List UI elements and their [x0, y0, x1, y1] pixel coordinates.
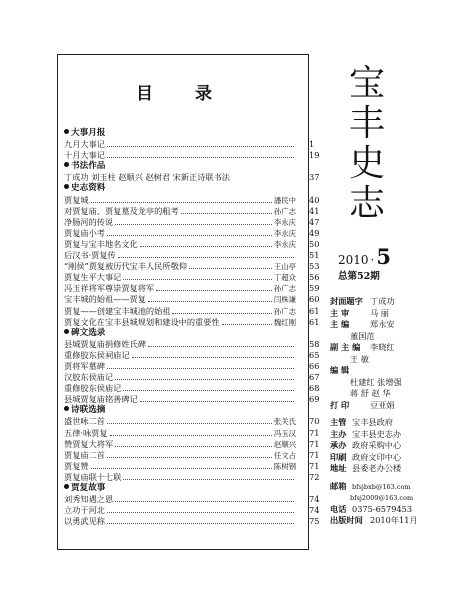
entry-title: 冯玉祥将军尊崇贾复将军: [64, 283, 155, 294]
toc-entry: [64, 338, 320, 350]
entry-page-number: 74: [309, 494, 320, 505]
leader-dots: [148, 339, 294, 347]
credit-label: 出版时间: [330, 515, 363, 525]
entry-page-number: 71: [309, 438, 320, 449]
credits-block: [330, 296, 442, 527]
issue-year: 2010: [338, 253, 369, 267]
entry-page-number: 65: [309, 349, 320, 360]
credit-value: 宝丰县史志办: [352, 428, 402, 439]
toc-entry: [64, 372, 320, 383]
section-label: 诗联选摘: [71, 405, 106, 416]
entry-title: 贾复——创建宝丰城池的始祖: [64, 305, 171, 316]
entry-author: 魏红刚: [273, 317, 296, 327]
entry-title: 立功于河北: [64, 505, 105, 516]
entry-title: 对贾复庙、贾复墓及龙亭的粗考: [64, 205, 179, 216]
credit-line: [330, 388, 442, 400]
toc-entry: [64, 261, 320, 272]
leader-dots: [156, 283, 272, 291]
table-of-contents: [57, 54, 320, 550]
credit-label: 电话: [330, 503, 347, 514]
credit-line: [330, 515, 442, 527]
entry-title: 后汉书·贾复传: [64, 250, 116, 261]
toc-entry: [64, 150, 320, 161]
bullet-icon: [64, 162, 69, 167]
entry-author: 王山亭: [273, 262, 296, 272]
leader-dots: [140, 239, 272, 247]
entry-title: 重修胶东侯祠庙记: [64, 349, 130, 360]
leader-dots: [107, 139, 294, 147]
credit-line: [330, 331, 442, 343]
entry-page-number: 72: [309, 471, 320, 482]
entry-author: 孙广志: [273, 206, 296, 216]
entry-page-number: 58: [309, 338, 320, 349]
credit-value: 王 敏: [350, 353, 369, 364]
leader-dots: [107, 361, 294, 369]
leader-dots: [107, 416, 272, 424]
toc-entry: [64, 438, 320, 450]
toc-section-heading: [64, 183, 300, 194]
entry-title: 县城贾复庙捐修姓氏碑: [64, 338, 146, 349]
bullet-icon: [64, 329, 69, 334]
credit-label: 封面题字: [330, 296, 363, 306]
bullet-icon: [64, 406, 69, 411]
credit-value: bfsj2009@163.com: [350, 494, 414, 502]
entry-title: 宝丰城的始祖——贾复: [64, 294, 146, 305]
entry-page-number: 1: [309, 139, 315, 150]
leader-dots: [123, 472, 294, 480]
credit-line: [330, 342, 442, 354]
toc-entry: [64, 505, 320, 516]
entry-page-number: 68: [309, 383, 320, 394]
entry-author: 赵顺兴: [273, 439, 296, 449]
entry-title: 贾复庙联十七联: [64, 471, 122, 482]
credit-value: 郑永安: [370, 319, 395, 329]
section-label: 贾复故事: [71, 483, 106, 493]
entry-title: 贾将军墓碑: [64, 360, 105, 371]
leader-dots: [107, 516, 294, 524]
entry-page-number: 71: [309, 427, 320, 438]
toc-entry: [64, 238, 320, 250]
entry-author: 闫株谦: [273, 295, 296, 305]
leader-dots: [115, 372, 294, 380]
entry-page-number: 56: [309, 272, 320, 283]
credit-value: 丁成功: [370, 296, 395, 306]
leader-dots: [107, 450, 272, 458]
entry-title: 十月大事记: [64, 150, 105, 161]
credit-label: 印刷: [330, 451, 347, 462]
credit-line: [330, 417, 442, 429]
entry-page-number: 50: [309, 238, 320, 249]
leader-dots: [91, 461, 272, 469]
entry-title: 九月大事记: [64, 139, 105, 150]
entry-author: 张关氏: [273, 417, 296, 427]
leader-dots: [115, 217, 272, 225]
credit-label: 地址: [330, 463, 347, 473]
entry-author: 陈树钢: [273, 461, 296, 471]
leader-dots: [181, 206, 272, 214]
entry-title: 汉胶东侯庙记: [64, 372, 114, 383]
entry-title: 以勇武见称: [64, 516, 105, 527]
credit-label: 邮箱: [330, 480, 347, 491]
credit-line: [330, 492, 442, 504]
toc-title: 目 录: [136, 84, 230, 104]
toc-entry: [64, 394, 320, 405]
title-char: 宝: [348, 63, 385, 104]
leader-dots: [148, 294, 272, 302]
entry-author: 潘民中: [273, 195, 296, 205]
leader-dots: [132, 350, 294, 358]
entry-title: 贾复庙二首: [64, 449, 105, 460]
entry-title: 丁成功 刘玉柱 赵顺兴 赵树君 宋新正诗联书法: [64, 172, 230, 183]
credit-line: [330, 504, 442, 516]
entry-title: 赞贾复大将军: [64, 438, 114, 449]
entry-page-number: 59: [309, 283, 320, 294]
section-label: 碑文选录: [71, 327, 106, 338]
entry-title: 五律·咏贾复: [64, 427, 108, 438]
entry-title: 贾复与宝丰地名文化: [64, 238, 138, 249]
toc-list: [64, 128, 320, 527]
entry-page-number: 66: [309, 360, 320, 371]
credit-value: 马 丽: [370, 307, 389, 318]
credit-line: [330, 308, 442, 320]
toc-entry: [64, 471, 320, 483]
credit-value: 2010年11月: [370, 515, 418, 525]
title-char: 史: [348, 143, 385, 184]
credit-value: 蒋 舒 赵 华: [350, 388, 391, 398]
entry-page-number: 47: [309, 216, 320, 227]
toc-entry: [64, 349, 320, 361]
credit-line: [330, 354, 442, 366]
leader-dots: [110, 428, 272, 436]
leader-dots: [115, 494, 294, 502]
toc-entry: [64, 460, 320, 472]
toc-entry: [64, 227, 320, 239]
credit-line: [330, 429, 442, 441]
toc-entry: [64, 516, 320, 527]
credit-line: [330, 377, 442, 389]
credit-value: 政府文印中心: [352, 451, 402, 462]
entry-author: 冯玉汉: [273, 428, 296, 438]
total-issue: 总第52期: [338, 271, 380, 282]
credit-label: 主办: [330, 428, 347, 439]
entry-title: 净肠河的传说: [64, 216, 114, 227]
credit-value: 杜建红 张增强: [350, 376, 402, 387]
toc-entry: [64, 416, 320, 427]
credit-line: [330, 452, 442, 464]
toc-entry: [64, 494, 320, 505]
entry-title: 贾复生平大事记: [64, 272, 122, 283]
credit-value: 李晓红: [370, 342, 395, 352]
credit-value: 0375-6579453: [352, 503, 413, 514]
credit-label: 承办: [330, 440, 347, 450]
credit-line: [330, 463, 442, 475]
title-char: 丰: [348, 103, 385, 144]
entry-page-number: 60: [309, 294, 320, 305]
entry-title: 贾复城: [64, 194, 89, 205]
credit-line: [330, 365, 442, 377]
leader-dots: [140, 394, 294, 402]
toc-entry: [64, 305, 320, 317]
entry-page-number: 70: [309, 416, 320, 427]
toc-section-heading: [64, 483, 300, 494]
toc-section-heading: [64, 128, 300, 139]
credit-line: [330, 319, 442, 331]
leader-dots: [123, 383, 294, 391]
leader-dots: [172, 306, 271, 314]
toc-entry: [64, 272, 320, 283]
credit-label: 编 辑: [330, 365, 350, 375]
entry-page-number: 61: [309, 305, 320, 316]
bullet-icon: [64, 129, 69, 134]
section-label: 大事月报: [71, 128, 106, 138]
entry-title: 县城贾复庙铭善碑记: [64, 394, 138, 405]
entry-page-number: 51: [309, 250, 320, 261]
leader-dots: [107, 228, 272, 236]
entry-page-number: 61: [309, 316, 320, 327]
entry-page-number: 75: [309, 516, 320, 527]
toc-section-heading: [64, 161, 300, 172]
credit-value: bfsjbxb@163.com: [352, 482, 411, 491]
title-char: 志: [348, 183, 385, 224]
toc-entry: [64, 250, 320, 261]
toc-section-heading: [64, 328, 300, 339]
entry-author: 李永庆: [273, 228, 296, 238]
entry-title: 贾复文化在宝丰县城规划和建设中的重要性: [64, 316, 220, 327]
credit-label: 主 审: [330, 307, 350, 318]
credit-value: 董国范: [350, 330, 375, 341]
leader-dots: [115, 439, 272, 447]
credit-value: 宝丰县政府: [352, 417, 393, 427]
entry-page-number: 41: [309, 205, 320, 216]
toc-entry: [64, 316, 320, 328]
toc-entry: [64, 194, 320, 206]
entry-page-number: 19: [309, 150, 320, 161]
section-label: 书法作品: [71, 161, 106, 172]
entry-title: 盛世咏二首: [64, 416, 105, 427]
toc-entry: [64, 172, 320, 183]
credit-line: [330, 481, 442, 493]
credit-label: 主管: [330, 417, 347, 427]
section-label: 史志资料: [71, 183, 106, 194]
journal-title: [330, 64, 404, 224]
credit-line: [330, 296, 442, 308]
entry-author: 孙广志: [273, 284, 296, 294]
toc-entry: [64, 294, 320, 305]
bullet-icon: [64, 484, 69, 489]
bullet-icon: [64, 184, 69, 189]
entry-title: 贾复庙小考: [64, 227, 105, 238]
leader-dots: [107, 505, 294, 513]
toc-entry: [64, 427, 320, 439]
entry-title: 贾复赞: [64, 460, 89, 471]
credit-value: 豆亚娟: [370, 399, 395, 410]
entry-title: 刘秀知遇之恩: [64, 494, 114, 505]
credit-value: 县委老办公楼: [352, 463, 402, 473]
toc-entry: [64, 360, 320, 372]
toc-entry: [64, 383, 320, 394]
entry-page-number: 53: [309, 261, 320, 272]
credit-line: [330, 400, 442, 412]
entry-author: 李永庆: [273, 217, 296, 227]
leader-dots: [91, 195, 272, 203]
credit-label: 打 印: [330, 399, 350, 410]
leader-dots: [107, 150, 294, 158]
entry-author: 丁超众: [273, 273, 296, 283]
toc-entry: [64, 216, 320, 228]
credit-value: 政府采购中心: [352, 440, 402, 450]
leader-dots: [189, 261, 272, 269]
issue-number: [338, 244, 432, 269]
entry-title: 重修胶东侯庙记: [64, 383, 122, 394]
credit-label: 副 主 编: [330, 342, 361, 352]
entry-author: 孙广志: [273, 306, 296, 316]
entry-page-number: 40: [309, 194, 320, 205]
leader-dots: [118, 250, 294, 258]
entry-page-number: 37: [309, 172, 320, 183]
leader-dots: [123, 272, 271, 280]
toc-section-heading: [64, 405, 300, 416]
toc-entry: [64, 139, 315, 150]
entry-page-number: 71: [309, 449, 320, 460]
entry-page-number: 49: [309, 227, 320, 238]
leader-dots: [222, 317, 272, 325]
toc-entry: [64, 205, 320, 217]
issue-dot: ·: [370, 253, 375, 267]
entry-page-number: 69: [309, 394, 320, 405]
entry-page-number: 71: [309, 460, 320, 471]
entry-page-number: 67: [309, 372, 320, 383]
entry-author: 李永庆: [273, 239, 296, 249]
entry-title: “刚侯”贾复被历代宝丰人民所敬仰: [64, 261, 187, 272]
credit-line: [330, 440, 442, 452]
credit-label: 主 编: [330, 319, 350, 329]
entry-author: 任文占: [273, 450, 296, 460]
entry-page-number: 74: [309, 505, 320, 516]
issue-no: 5: [376, 244, 391, 269]
toc-entry: [64, 283, 320, 294]
toc-entry: [64, 449, 320, 461]
